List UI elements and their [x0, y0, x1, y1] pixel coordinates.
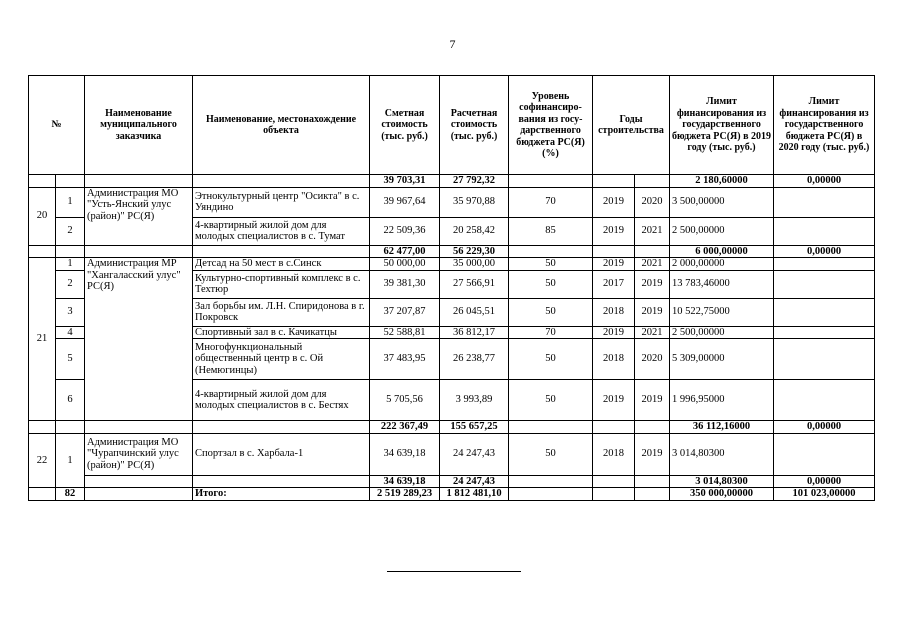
- limit-2020: [774, 270, 875, 298]
- limit-2019: 2 500,00000: [670, 217, 774, 245]
- estimated-cost: 39 967,64: [370, 187, 440, 217]
- calculated-cost: 20 258,42: [440, 217, 509, 245]
- year-start: 2019: [593, 217, 635, 245]
- limit-2020: [774, 433, 875, 475]
- group-number: 20: [29, 187, 56, 245]
- total-row: [29, 488, 875, 501]
- estimated-cost: 37 207,87: [370, 298, 440, 326]
- row-number: 2: [56, 217, 85, 245]
- financing-table: [28, 75, 875, 501]
- carryover-estimated: 39 703,31: [370, 175, 440, 188]
- limit-2020: [774, 339, 875, 380]
- cofinancing-level: 50: [509, 270, 593, 298]
- header-years: Годы строительства: [593, 76, 670, 175]
- row-number: 6: [56, 380, 85, 421]
- limit-2019: 3 500,00000: [670, 187, 774, 217]
- cofinancing-level: 70: [509, 187, 593, 217]
- subtotal-limit-2020: 0,00000: [774, 475, 875, 488]
- table-row: [29, 187, 875, 217]
- group-number: 21: [29, 258, 56, 421]
- object-name: 4-квартирный жилой дом для молодых специалистов в с. Бестях: [193, 380, 370, 421]
- total-limit-2020: 101 023,00000: [774, 488, 875, 501]
- subtotal-limit-2019: 3 014,80300: [670, 475, 774, 488]
- cofinancing-level: 50: [509, 298, 593, 326]
- year-start: 2019: [593, 258, 635, 271]
- estimated-cost: 37 483,95: [370, 339, 440, 380]
- total-label: Итого:: [193, 488, 370, 501]
- row-number: 2: [56, 270, 85, 298]
- object-name: Спортзал в с. Харбала-1: [193, 433, 370, 475]
- calculated-cost: 3 993,89: [440, 380, 509, 421]
- subtotal-estimated: 62 477,00: [370, 245, 440, 258]
- row-number: 1: [56, 258, 85, 271]
- header-cofinancing: Уровень софинансиро-вания из госу-дарственного бюджета РС(Я) (%): [509, 76, 593, 175]
- calculated-cost: 24 247,43: [440, 433, 509, 475]
- object-name: Многофункциональный общественный центр в с. Ой (Немюгинцы): [193, 339, 370, 380]
- header-calculated-cost: Расчетная стоимость (тыс. руб.): [440, 76, 509, 175]
- limit-2020: [774, 326, 875, 339]
- calculated-cost: 35 000,00: [440, 258, 509, 271]
- estimated-cost: 39 381,30: [370, 270, 440, 298]
- cofinancing-level: 70: [509, 326, 593, 339]
- header-limit-2020: Лимит финансирования из государственного бюджета РС(Я) в 2020 году (тыс. руб.): [774, 76, 875, 175]
- cofinancing-level: 50: [509, 433, 593, 475]
- header-estimated-cost: Сметная стоимость (тыс. руб.): [370, 76, 440, 175]
- customer-name: Администрация МР "Хангаласский улус" РС(Я): [85, 258, 193, 421]
- subtotal-calculated: 155 657,25: [440, 421, 509, 434]
- cofinancing-level: 50: [509, 258, 593, 271]
- year-end: 2021: [635, 326, 670, 339]
- row-number: 1: [56, 187, 85, 217]
- header-limit-2019: Лимит финансирования из государственного бюджета РС(Я) в 2019 году (тыс. руб.): [670, 76, 774, 175]
- year-end: 2019: [635, 433, 670, 475]
- year-start: 2018: [593, 433, 635, 475]
- object-name: Зал борьбы им. Л.Н. Спиридонова в г. Покровск: [193, 298, 370, 326]
- limit-2019: 10 522,75000: [670, 298, 774, 326]
- year-start: 2017: [593, 270, 635, 298]
- limit-2019: 3 014,80300: [670, 433, 774, 475]
- subtotal-limit-2020: 0,00000: [774, 421, 875, 434]
- year-start: 2019: [593, 326, 635, 339]
- subtotal-row: [29, 421, 875, 434]
- object-name: Детсад на 50 мест в с.Синск: [193, 258, 370, 271]
- object-name: Культурно-спортивный комплекс в с. Техтюр: [193, 270, 370, 298]
- carryover-limit-2019: 2 180,60000: [670, 175, 774, 188]
- limit-2019: 2 500,00000: [670, 326, 774, 339]
- subtotal-calculated: 24 247,43: [440, 475, 509, 488]
- year-start: 2019: [593, 380, 635, 421]
- year-start: 2018: [593, 339, 635, 380]
- table-row: [29, 433, 875, 475]
- customer-name: Администрация МО "Чурапчинский улус (район)" РС(Я): [85, 433, 193, 475]
- total-estimated: 2 519 289,23: [370, 488, 440, 501]
- year-end: 2021: [635, 217, 670, 245]
- subtotal-limit-2019: 6 000,00000: [670, 245, 774, 258]
- row-number: 1: [56, 433, 85, 488]
- estimated-cost: 52 588,81: [370, 326, 440, 339]
- table-row: [29, 258, 875, 271]
- row-number: 3: [56, 298, 85, 326]
- object-name: Этнокультурный центр "Осикта" в с. Уяндино: [193, 187, 370, 217]
- limit-2020: [774, 258, 875, 271]
- estimated-cost: 5 705,56: [370, 380, 440, 421]
- row-number: 4: [56, 326, 85, 339]
- cofinancing-level: 50: [509, 339, 593, 380]
- calculated-cost: 26 045,51: [440, 298, 509, 326]
- carryover-limit-2020: 0,00000: [774, 175, 875, 188]
- header-customer: Наименование муниципального заказчика: [85, 76, 193, 175]
- footer-divider: [387, 571, 521, 572]
- total-calculated: 1 812 481,10: [440, 488, 509, 501]
- subtotal-calculated: 56 229,30: [440, 245, 509, 258]
- estimated-cost: 34 639,18: [370, 433, 440, 475]
- cofinancing-level: 50: [509, 380, 593, 421]
- year-end: 2020: [635, 187, 670, 217]
- carryover-row: [29, 175, 875, 188]
- row-number: 5: [56, 339, 85, 380]
- year-end: 2019: [635, 380, 670, 421]
- cofinancing-level: 85: [509, 217, 593, 245]
- calculated-cost: 27 566,91: [440, 270, 509, 298]
- year-start: 2018: [593, 298, 635, 326]
- limit-2020: [774, 217, 875, 245]
- year-start: 2019: [593, 187, 635, 217]
- subtotal-estimated: 222 367,49: [370, 421, 440, 434]
- table-header-row: [29, 76, 875, 175]
- header-object: Наименование, местонахождение объекта: [193, 76, 370, 175]
- object-name: Спортивный зал в с. Качикатцы: [193, 326, 370, 339]
- limit-2020: [774, 298, 875, 326]
- limit-2019: 5 309,00000: [670, 339, 774, 380]
- total-limit-2019: 350 000,00000: [670, 488, 774, 501]
- limit-2019: 1 996,95000: [670, 380, 774, 421]
- group-number: 22: [29, 433, 56, 488]
- customer-name: Администрация МО "Усть-Янский улус (район)" РС(Я): [85, 187, 193, 245]
- calculated-cost: 35 970,88: [440, 187, 509, 217]
- limit-2019: 2 000,00000: [670, 258, 774, 271]
- estimated-cost: 22 509,36: [370, 217, 440, 245]
- calculated-cost: 26 238,77: [440, 339, 509, 380]
- limit-2019: 13 783,46000: [670, 270, 774, 298]
- year-end: 2019: [635, 298, 670, 326]
- limit-2020: [774, 380, 875, 421]
- carryover-calculated: 27 792,32: [440, 175, 509, 188]
- subtotal-row: [29, 245, 875, 258]
- subtotal-limit-2020: 0,00000: [774, 245, 875, 258]
- subtotal-estimated: 34 639,18: [370, 475, 440, 488]
- estimated-cost: 50 000,00: [370, 258, 440, 271]
- page-number: 7: [449, 37, 456, 51]
- year-end: 2021: [635, 258, 670, 271]
- subtotal-row: [29, 475, 875, 488]
- object-name: 4-квартирный жилой дом для молодых специалистов в с. Тумат: [193, 217, 370, 245]
- total-count: 82: [56, 488, 85, 501]
- year-end: 2019: [635, 270, 670, 298]
- header-num: №: [29, 76, 85, 175]
- calculated-cost: 36 812,17: [440, 326, 509, 339]
- subtotal-limit-2019: 36 112,16000: [670, 421, 774, 434]
- limit-2020: [774, 187, 875, 217]
- year-end: 2020: [635, 339, 670, 380]
